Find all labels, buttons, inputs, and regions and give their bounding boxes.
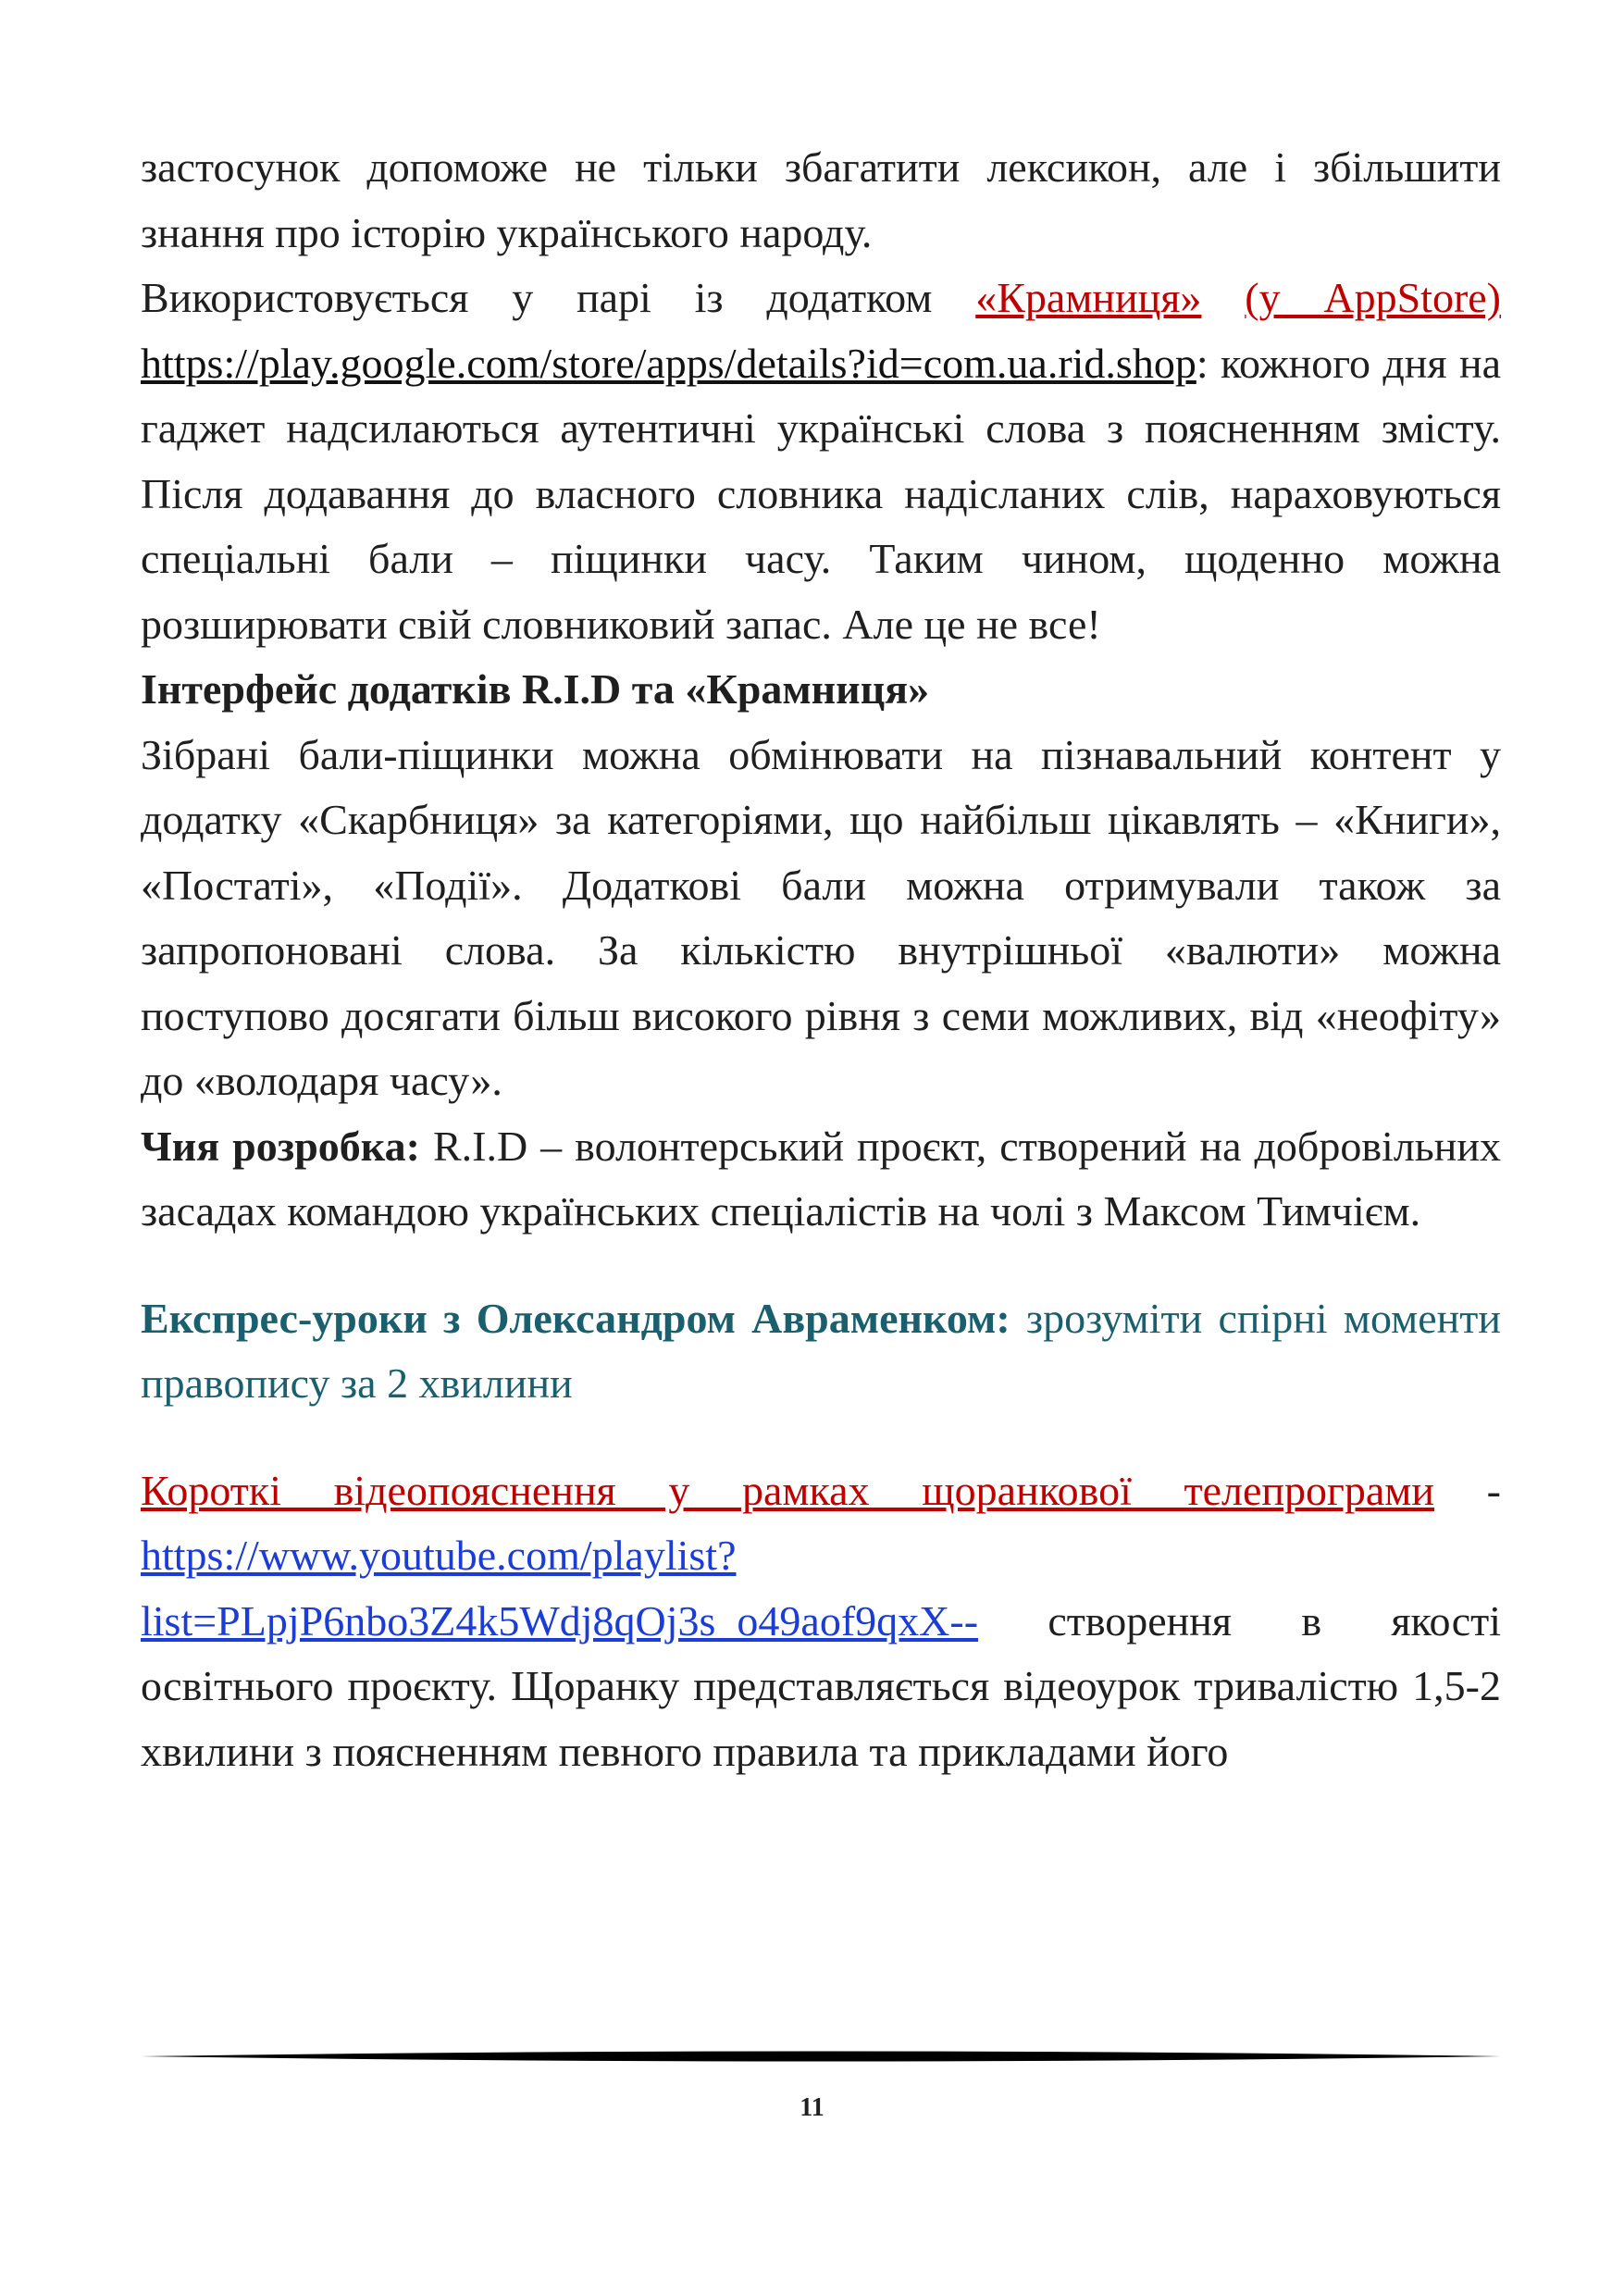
- paragraph-intro: застосунок допоможе не тільки збагатити лексикон, але і збільшити знання про історію українського народу.: [141, 143, 1501, 256]
- section-heading-rest: зрозуміти спірні моменти правопису за 2 хвилини: [141, 1294, 1501, 1407]
- youtube-playlist-link[interactable]: https://www.youtube.com/playlist?list=PLpjP6nbo3Z4k5Wdj8qOj3s_o49aof9qxX--: [141, 1532, 979, 1644]
- developer-label: Чия розробка:: [141, 1122, 420, 1170]
- google-play-link[interactable]: https://play.google.com/store/apps/details?id=com.ua.rid.shop: [141, 339, 1196, 387]
- krmnytsia-link[interactable]: «Крамниця»: [975, 274, 1202, 321]
- appstore-link[interactable]: (у AppStore): [1245, 274, 1502, 321]
- colon-text: :: [1196, 339, 1209, 387]
- short-videos-link[interactable]: Короткі відеопояснення у рамках щоранкової телепрограми: [141, 1466, 1435, 1514]
- paragraph-videos: [141, 1458, 1501, 1785]
- section-heading-bold: Експрес-уроки з Олександром Авраменком:: [141, 1294, 1010, 1342]
- paragraph-developer: [141, 1114, 1501, 1245]
- krmnytsia-body-text: кожного дня на гаджет надсилаються аутентичні українські слова з поясненням змісту. Після додавання до власного словника надісланих слів, нараховуються спеціальні бали – піщинки часу. Таким чином, щоденно можна розширювати свій словниковий запас. Але це не все!: [141, 339, 1501, 648]
- spacer: [141, 1245, 1501, 1286]
- page-number: 11: [800, 2093, 824, 2122]
- dash-text: -: [1434, 1466, 1501, 1514]
- page-content: [141, 135, 1501, 1784]
- spacer: [141, 1417, 1501, 1458]
- link-spacer: [1201, 274, 1245, 321]
- videos-body-text: створення в якості освітнього проєкту. Щоранку представляється відеоурок тривалістю 1,5-2 хвилини з поясненням певного правила та прикладами його: [141, 1596, 1501, 1775]
- section-heading-avramenko: [141, 1286, 1501, 1417]
- developer-text: R.I.D – волонтерський проєкт, створений на добровільних засадах командою українських спеціалістів на чолі з Максом Тимчієм.: [141, 1122, 1501, 1235]
- footer-divider: [141, 2050, 1501, 2063]
- paragraph-points: Зібрані бали-піщинки можна обмінювати на пізнавальний контент у додатку «Скарбниця» за категоріями, що найбільш цікавлять – «Книги», «Постаті», «Події». Додаткові бали можна отримували також за запропоновані слова. За кількістю внутрішньої «валюти» можна поступово досягати більш високого рівня з семи можливих, від «неофіту» до «володаря часу».: [141, 730, 1501, 1104]
- paragraph-krmnytsia: [141, 266, 1501, 657]
- krmnytsia-lead-text: Використовується у парі із додатком: [141, 274, 976, 321]
- interface-heading: Інтерфейс додатків R.I.D та «Крамниця»: [141, 665, 930, 713]
